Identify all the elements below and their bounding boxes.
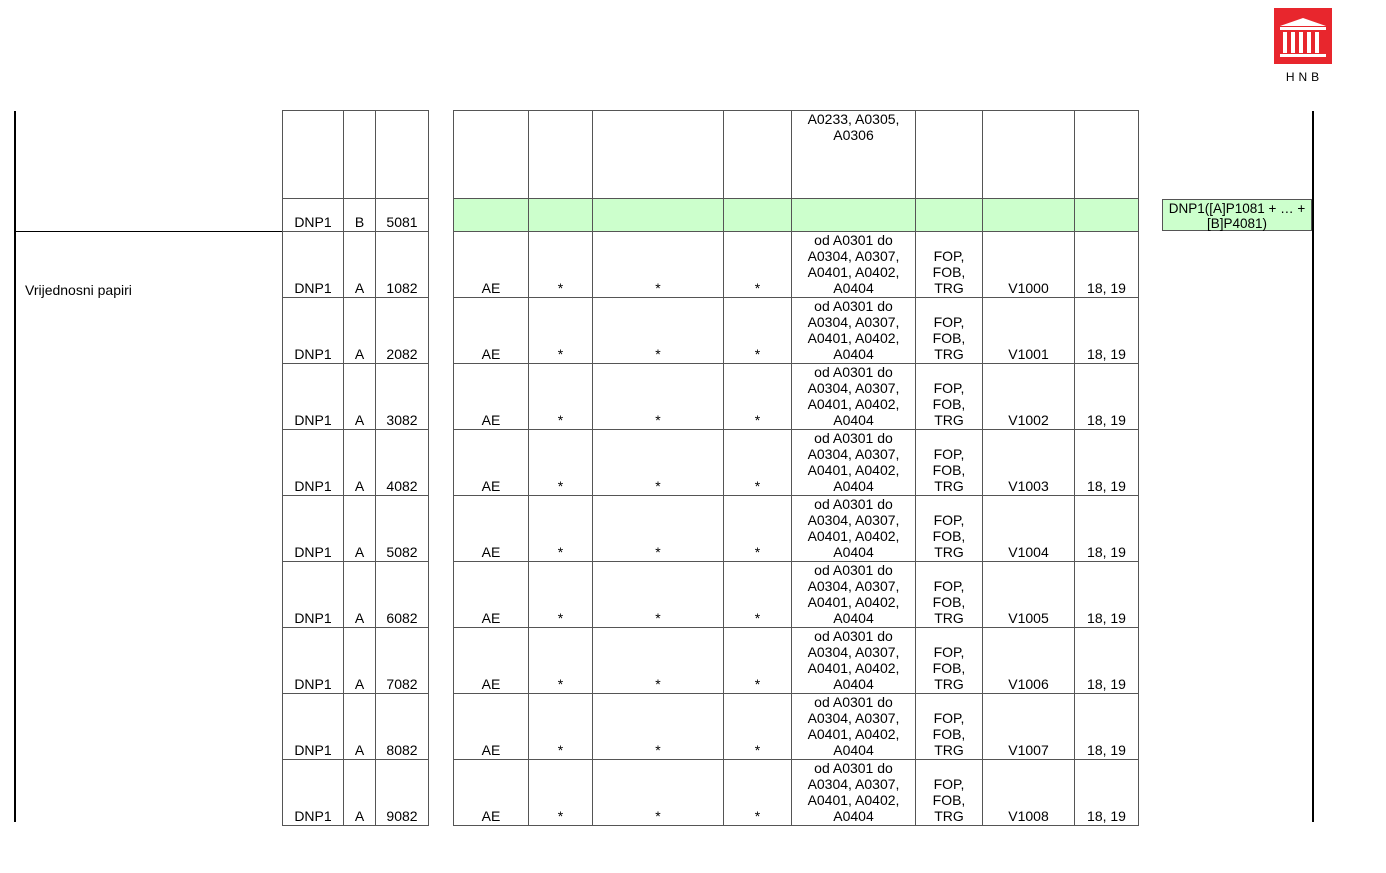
cell-type: A bbox=[344, 694, 376, 760]
cell-type: A bbox=[344, 430, 376, 496]
cell-code: DNP1 bbox=[283, 430, 344, 496]
cell-type: A bbox=[344, 298, 376, 364]
cell-c2: * bbox=[593, 364, 724, 430]
cell-ae: AE bbox=[454, 496, 529, 562]
cell-c1 bbox=[529, 199, 593, 232]
cell-sources: FOP, FOB, TRG bbox=[916, 496, 983, 562]
cell-v bbox=[983, 199, 1075, 232]
cell-accounts: od A0301 do A0304, A0307, A0401, A0402, A0404 bbox=[792, 232, 916, 298]
cell-sources: FOP, FOB, TRG bbox=[916, 232, 983, 298]
cell-ae: AE bbox=[454, 562, 529, 628]
cell-ref: 18, 19 bbox=[1075, 694, 1139, 760]
cell-c2: * bbox=[593, 430, 724, 496]
cell-c3: * bbox=[724, 694, 792, 760]
spacer-cell bbox=[429, 232, 454, 298]
cell-v: V1001 bbox=[983, 298, 1075, 364]
cell-v: V1004 bbox=[983, 496, 1075, 562]
cell-v: V1002 bbox=[983, 364, 1075, 430]
cell-c2: * bbox=[593, 496, 724, 562]
cell-c1: * bbox=[529, 232, 593, 298]
cell-c2 bbox=[593, 199, 724, 232]
cell-c1: * bbox=[529, 298, 593, 364]
section-label: Vrijednosni papiri bbox=[25, 282, 132, 298]
table-row bbox=[283, 496, 1139, 562]
formula-box: DNP1([A]P1081 + … + [B]P4081) bbox=[1162, 199, 1312, 231]
cell-c1: * bbox=[529, 760, 593, 826]
cell-ae: AE bbox=[454, 364, 529, 430]
cell-ref bbox=[1075, 199, 1139, 232]
cell-sources: FOP, FOB, TRG bbox=[916, 298, 983, 364]
cell-c1: * bbox=[529, 562, 593, 628]
cell-c2: * bbox=[593, 232, 724, 298]
cell-code: DNP1 bbox=[283, 628, 344, 694]
table-row bbox=[283, 430, 1139, 496]
cell-number: 6082 bbox=[376, 562, 429, 628]
cell-type: A bbox=[344, 364, 376, 430]
cell-sources: FOP, FOB, TRG bbox=[916, 364, 983, 430]
table-row bbox=[283, 232, 1139, 298]
cell-c3: * bbox=[724, 562, 792, 628]
cell-code: DNP1 bbox=[283, 232, 344, 298]
cell-code: DNP1 bbox=[283, 298, 344, 364]
cell-code: DNP1 bbox=[283, 562, 344, 628]
cell-ref: 18, 19 bbox=[1075, 232, 1139, 298]
cell-ref: 18, 19 bbox=[1075, 496, 1139, 562]
cell-v: V1000 bbox=[983, 232, 1075, 298]
cell-c3: * bbox=[724, 760, 792, 826]
cell-ae: AE bbox=[454, 232, 529, 298]
cell-number: 9082 bbox=[376, 760, 429, 826]
cell-v: V1005 bbox=[983, 562, 1075, 628]
cell-c3: * bbox=[724, 298, 792, 364]
cell-c3: * bbox=[724, 364, 792, 430]
cell-c2: * bbox=[593, 562, 724, 628]
cell-sources bbox=[916, 111, 983, 199]
cell-ae: AE bbox=[454, 298, 529, 364]
cell-ref bbox=[1075, 111, 1139, 199]
cell-sources: FOP, FOB, TRG bbox=[916, 562, 983, 628]
cell-number: 5081 bbox=[376, 199, 429, 232]
cell-type: A bbox=[344, 232, 376, 298]
cell-ae: AE bbox=[454, 694, 529, 760]
cell-c2: * bbox=[593, 628, 724, 694]
cell-c3: * bbox=[724, 628, 792, 694]
cell-c3 bbox=[724, 111, 792, 199]
cell-accounts: od A0301 do A0304, A0307, A0401, A0402, A0404 bbox=[792, 760, 916, 826]
cell-c3 bbox=[724, 199, 792, 232]
cell-c3: * bbox=[724, 232, 792, 298]
right-border bbox=[1312, 111, 1314, 822]
hnb-building-icon bbox=[1274, 8, 1332, 64]
cell-c2: * bbox=[593, 760, 724, 826]
cell-ref: 18, 19 bbox=[1075, 562, 1139, 628]
cell-type: A bbox=[344, 760, 376, 826]
cell-sources: FOP, FOB, TRG bbox=[916, 628, 983, 694]
cell-c1: * bbox=[529, 496, 593, 562]
cell-accounts: od A0301 do A0304, A0307, A0401, A0402, A0404 bbox=[792, 430, 916, 496]
cell-c1: * bbox=[529, 430, 593, 496]
cell-number: 3082 bbox=[376, 364, 429, 430]
cell-v: V1008 bbox=[983, 760, 1075, 826]
cell-accounts: od A0301 do A0304, A0307, A0401, A0402, A0404 bbox=[792, 628, 916, 694]
spacer-cell bbox=[429, 111, 454, 199]
cell-c1: * bbox=[529, 364, 593, 430]
cell-accounts: od A0301 do A0304, A0307, A0401, A0402, A0404 bbox=[792, 562, 916, 628]
cell-number: 7082 bbox=[376, 628, 429, 694]
spacer-cell bbox=[429, 496, 454, 562]
cell-accounts: od A0301 do A0304, A0307, A0401, A0402, A0404 bbox=[792, 298, 916, 364]
spacer-cell bbox=[429, 562, 454, 628]
cell-type: A bbox=[344, 496, 376, 562]
spacer-cell bbox=[429, 298, 454, 364]
spacer-cell bbox=[429, 628, 454, 694]
section-divider bbox=[14, 231, 282, 232]
table-row bbox=[283, 694, 1139, 760]
cell-accounts: od A0301 do A0304, A0307, A0401, A0402, A0404 bbox=[792, 694, 916, 760]
cell-c1 bbox=[529, 111, 593, 199]
cell-c1: * bbox=[529, 694, 593, 760]
cell-ae: AE bbox=[454, 760, 529, 826]
cell-ae bbox=[454, 111, 529, 199]
cell-v bbox=[983, 111, 1075, 199]
spacer-cell bbox=[429, 760, 454, 826]
cell-number bbox=[376, 111, 429, 199]
table-row bbox=[283, 760, 1139, 826]
hnb-logo bbox=[1274, 8, 1332, 86]
cell-ref: 18, 19 bbox=[1075, 628, 1139, 694]
cell-type bbox=[344, 111, 376, 199]
data-table bbox=[282, 110, 1139, 826]
cell-ref: 18, 19 bbox=[1075, 760, 1139, 826]
cell-number: 2082 bbox=[376, 298, 429, 364]
cell-accounts: A0233, A0305, A0306 bbox=[792, 111, 916, 199]
cell-code bbox=[283, 111, 344, 199]
cell-sources: FOP, FOB, TRG bbox=[916, 430, 983, 496]
cell-c3: * bbox=[724, 496, 792, 562]
cell-code: DNP1 bbox=[283, 199, 344, 232]
cell-ae bbox=[454, 199, 529, 232]
spacer-cell bbox=[429, 364, 454, 430]
cell-number: 5082 bbox=[376, 496, 429, 562]
spacer-cell bbox=[429, 694, 454, 760]
cell-sources bbox=[916, 199, 983, 232]
cell-v: V1006 bbox=[983, 628, 1075, 694]
cell-ae: AE bbox=[454, 430, 529, 496]
logo-text: HNB bbox=[1285, 70, 1324, 84]
table-row bbox=[283, 364, 1139, 430]
table-row bbox=[283, 111, 1139, 199]
cell-accounts: od A0301 do A0304, A0307, A0401, A0402, A0404 bbox=[792, 364, 916, 430]
cell-v: V1003 bbox=[983, 430, 1075, 496]
cell-sources: FOP, FOB, TRG bbox=[916, 694, 983, 760]
cell-ref: 18, 19 bbox=[1075, 364, 1139, 430]
table-row bbox=[283, 298, 1139, 364]
left-border bbox=[14, 111, 16, 822]
cell-c1: * bbox=[529, 628, 593, 694]
cell-ref: 18, 19 bbox=[1075, 298, 1139, 364]
spacer-cell bbox=[429, 430, 454, 496]
table-row bbox=[283, 628, 1139, 694]
cell-c3: * bbox=[724, 430, 792, 496]
spacer-cell bbox=[429, 199, 454, 232]
cell-accounts: od A0301 do A0304, A0307, A0401, A0402, A0404 bbox=[792, 496, 916, 562]
cell-ae: AE bbox=[454, 628, 529, 694]
cell-number: 8082 bbox=[376, 694, 429, 760]
cell-type: A bbox=[344, 562, 376, 628]
table-row-green bbox=[283, 199, 1139, 232]
cell-accounts bbox=[792, 199, 916, 232]
cell-number: 1082 bbox=[376, 232, 429, 298]
cell-code: DNP1 bbox=[283, 694, 344, 760]
cell-c2: * bbox=[593, 694, 724, 760]
cell-v: V1007 bbox=[983, 694, 1075, 760]
cell-number: 4082 bbox=[376, 430, 429, 496]
cell-code: DNP1 bbox=[283, 760, 344, 826]
cell-sources: FOP, FOB, TRG bbox=[916, 760, 983, 826]
cell-c2: * bbox=[593, 298, 724, 364]
cell-c2 bbox=[593, 111, 724, 199]
cell-ref: 18, 19 bbox=[1075, 430, 1139, 496]
cell-type: A bbox=[344, 628, 376, 694]
cell-code: DNP1 bbox=[283, 364, 344, 430]
cell-code: DNP1 bbox=[283, 496, 344, 562]
table-row bbox=[283, 562, 1139, 628]
cell-type: B bbox=[344, 199, 376, 232]
